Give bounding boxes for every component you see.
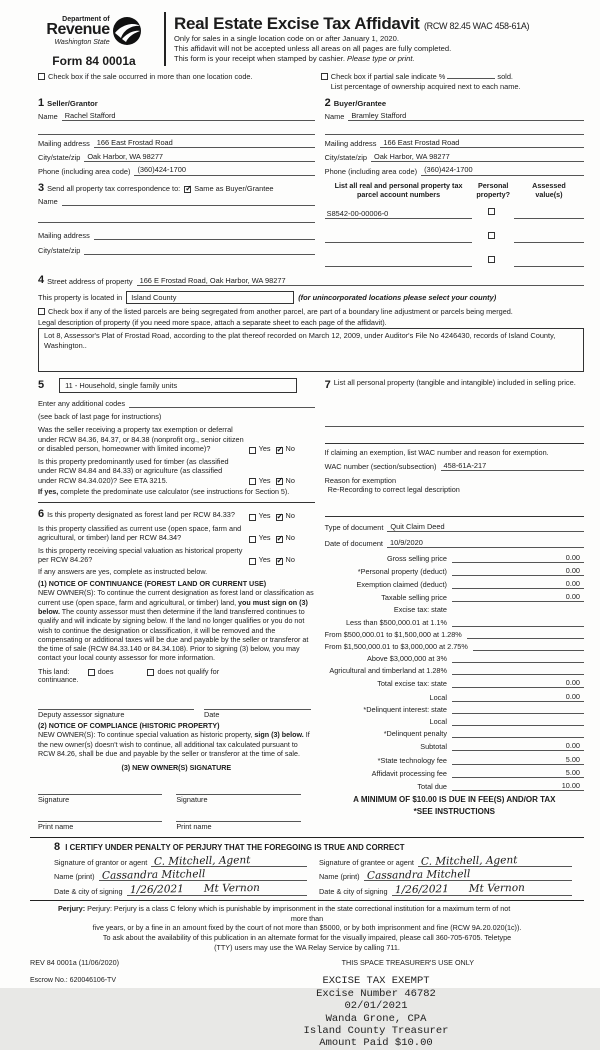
stamp-line: Island County Treasurer [303, 1024, 449, 1037]
buyer-name-label: Name [324, 112, 345, 122]
form-subtitle-3a: This form is your receipt when stamped by cashier. [174, 54, 348, 64]
form-title-rcw: (RCW 82.45 WAC 458-61A) [423, 21, 530, 31]
doc-date-label: Date of document [324, 539, 383, 549]
seller-mailing-field[interactable] [94, 139, 315, 148]
parcel-row [325, 225, 584, 243]
street-value: 166 E Frostad Road, Oak Harbor, WA 98277 [139, 276, 286, 286]
dor-logo-block [30, 10, 158, 68]
section4 [38, 274, 584, 372]
partial-sale-label [331, 72, 513, 81]
grantee-date-city-label: Date & city of signing [319, 886, 388, 896]
wac-label: WAC number (section/subsection) [324, 462, 437, 472]
county-select[interactable] [126, 291, 294, 304]
corr-mailing-field[interactable] [94, 231, 315, 240]
deputy-date-label: Date [203, 710, 220, 720]
form-subtitle-1: Only for sales in a single location code on or after January 1, 2020. [174, 34, 399, 43]
tax-row-label: Local [429, 717, 447, 726]
parcel-number-field-3[interactable] [325, 257, 473, 267]
dor-revenue: Revenue [46, 21, 110, 39]
section6-number: 6 [38, 507, 45, 520]
tax-row-value-field[interactable]: 0.00 [452, 579, 584, 589]
tax-row-label: Less than $500,000.01 at 1.1% [345, 617, 447, 627]
seller-name-label: Name [38, 112, 58, 122]
land-use-code-select[interactable] [59, 378, 297, 393]
tax-row-label: *State technology fee [377, 755, 447, 765]
grantor-date-city-value: 1/26/2021 Mt Vernon [129, 882, 260, 897]
buyer-phone-value: (360)424-1700 [424, 165, 473, 175]
parcel-row [325, 249, 584, 267]
tax-row-label: From $1,500,000.01 to $3,000,000 at 2.75% [324, 641, 468, 651]
assessed-value-field-1[interactable] [514, 209, 584, 219]
parcel-number-value: S8542-00-00006-0 [326, 209, 389, 219]
q-timber-no-checkbox[interactable] [276, 478, 283, 485]
this-land-label: This land: [38, 666, 70, 676]
q-current-use-yes-checkbox[interactable] [249, 536, 256, 543]
form-subtitle-3b: Please type or print. [347, 54, 415, 64]
multi-location-label: Check box if the sale occurred in more than one location code. [48, 72, 253, 81]
yes-label: Yes [258, 444, 271, 454]
buyer-city-label: City/state/zip [324, 152, 367, 162]
tax-row-label: Agricultural and timberland at 1.28% [329, 666, 447, 676]
land-does-label: does [97, 666, 114, 676]
tax-row-label: Local [429, 692, 447, 702]
segregated-label: Check box if any of the listed parcels are being segregated from another parcel, are part of a boundary line adjustment or parcels being merged. [48, 306, 513, 316]
grantor-signature-value: C. Mitchell, Agent [154, 853, 251, 868]
tax-row-value-field[interactable]: 10.00 [452, 781, 584, 791]
new-owner-signature-field-1[interactable] [38, 784, 162, 795]
q-historical-yes-checkbox[interactable] [249, 558, 256, 565]
yes-label: Yes [258, 533, 271, 543]
personal-property-list-field[interactable] [325, 418, 584, 427]
buyer-name-field[interactable] [348, 112, 584, 121]
q-timber-yes-checkbox[interactable] [249, 478, 256, 485]
grantee-name-print-label: Name (print) [319, 872, 360, 882]
wac-field[interactable] [441, 462, 584, 471]
stamp-line: Excise Number 46782 [316, 987, 436, 1000]
parcel-col2-header: Personal property? [476, 181, 510, 199]
section4-number: 4 [38, 274, 45, 287]
tax-row-value-field[interactable] [467, 630, 584, 639]
grantee-name-print-value: Cassandra Mitchell [366, 868, 470, 882]
dor-dept-of: Department of [62, 16, 110, 24]
seller-city-value: Oak Harbor, WA 98277 [87, 151, 164, 161]
q-current-use-text: Is this property classified as current use (open space, farm and agricultural, or timber) land per RCW 84.34? [38, 523, 242, 543]
tax-row-value-field[interactable]: 0.00 [452, 692, 584, 702]
seller-name-value: Rachel Stafford [64, 111, 116, 120]
escrow-number: Escrow No.: 620046106-TV [30, 977, 116, 985]
tax-row-label: Total due [417, 781, 447, 791]
additional-codes-label: Enter any additional codes [38, 398, 126, 408]
tax-row-value-field[interactable]: 0.00 [452, 592, 584, 602]
corr-name-label: Name [38, 197, 58, 207]
land-does-not-label: does not qualify for [157, 666, 220, 676]
additional-codes-note: (see back of last page for instructions) [38, 412, 162, 422]
reason-value: Re-Recording to correct legal description [327, 484, 460, 494]
no-label: No [285, 555, 295, 565]
partial-sale-pre: Check box if partial sale indicate % [330, 72, 446, 81]
rev-number: REV 84 0001a (11/06/2020) [30, 958, 119, 968]
tax-row-value-field[interactable]: 0.00 [452, 741, 584, 751]
assessed-value-field-3[interactable] [514, 257, 584, 267]
section7-number: 7 [324, 378, 331, 391]
treasurer-use-label: THIS SPACE TREASURER'S USE ONLY [341, 958, 474, 968]
corr-mailing-label: Mailing address [38, 231, 90, 241]
grantee-signature-field[interactable] [418, 853, 572, 868]
section3-label: Send all property tax correspondence to: [47, 183, 181, 193]
tax-row-value-field[interactable]: 5.00 [452, 768, 584, 778]
assessed-value-field-2[interactable] [514, 233, 584, 243]
perjury-notice: Perjury: Perjury: Perjury is a class C felony which is punishable by imprisonment in the state correctional institution for a maximum term of not more than five years, or by a fine in an amount fixed by the court of not more than $5000, or by both imprisonment and fine (RCW 9A.20.020(1c)). To ask about the availability of this publication in an alternate format for the visually impaired, please call 360-705-6705. Teletype (TTY) users may use the WA Relay Service by calling 711. [58, 903, 522, 952]
seller-section [38, 97, 325, 180]
q-exemption-text: Was the seller receiving a property tax exemption or deferral under RCW 84.36, 84.37, or 84.38 (nonprofit org., senior citizen or disabled person, homeowner with limited income)? [38, 425, 244, 454]
section5-number: 5 [38, 379, 45, 392]
parcel-number-field[interactable] [325, 209, 473, 219]
legal-description-field[interactable] [38, 328, 584, 372]
section2-number: 2 [324, 97, 331, 109]
tax-row-value-field[interactable] [452, 666, 584, 675]
buyer-name2-field[interactable] [325, 126, 584, 135]
buyer-phone-field[interactable] [421, 166, 584, 175]
yes-label: Yes [258, 475, 271, 485]
corr-city-field[interactable] [84, 246, 314, 255]
q-forest-text: 6 Is this property designated as forest land per RCW 84.33? [38, 507, 235, 520]
q-exemption-no-checkbox[interactable] [276, 447, 283, 454]
partial-sale-note: List percentage of ownership acquired next to each name. [330, 82, 521, 91]
seller-name-field[interactable] [62, 112, 315, 121]
if-any-yes-note: If any answers are yes, complete as instructed below. [38, 567, 208, 576]
buyer-phone-label: Phone (including area code) [324, 166, 418, 176]
doc-type-label: Type of document [324, 522, 384, 532]
tax-row-label: From $500,000.01 to $1,500,000 at 1.28% [324, 629, 462, 639]
same-as-buyer-label: Same as Buyer/Grantee [194, 183, 274, 193]
yes-label: Yes [258, 555, 271, 565]
personal-property-checkbox-1[interactable] [488, 208, 495, 215]
if-yes-note: If yes, complete the predominate use calculator (see instructions for Section 5). [38, 488, 290, 497]
signature-label: Signature [38, 794, 70, 804]
buyer-city-field[interactable] [371, 153, 584, 162]
seller-phone-label: Phone (including area code) [38, 166, 131, 176]
buyer-mailing-label: Mailing address [324, 139, 377, 149]
section7-label: List all personal property (tangible and intangible) included in selling price. [333, 377, 576, 387]
section3 [38, 182, 325, 273]
new-owner-signature-field-2[interactable] [176, 784, 300, 795]
tax-row-value-field[interactable] [452, 717, 584, 726]
same-as-buyer-checkbox[interactable] [184, 186, 191, 193]
stamp-line: Wanda Grone, CPA [325, 1012, 427, 1025]
section3-number: 3 [38, 182, 45, 195]
buyer-mailing-value: 166 East Frostad Road [383, 138, 460, 148]
tax-row-label: *Delinquent interest: state [363, 704, 447, 714]
reason-label: Reason for exemption [324, 475, 397, 485]
q-forest-no-checkbox[interactable] [276, 514, 283, 521]
grantor-signature-label: Signature of grantor or agent [54, 857, 148, 867]
seller-city-label: City/state/zip [38, 152, 81, 162]
seller-name2-field[interactable] [38, 126, 315, 135]
buyer-mailing-field[interactable] [380, 139, 584, 148]
tax-row-label: Exemption claimed (deduct) [356, 579, 447, 589]
tax-row-label: Subtotal [420, 742, 447, 752]
minimum-due-note: A MINIMUM OF $10.00 IS DUE IN FEE(S) AND/OR TAX *SEE INSTRUCTIONS [353, 795, 556, 817]
deputy-assessor-signature-field[interactable] [38, 699, 194, 710]
additional-codes-field[interactable] [129, 399, 315, 408]
corr-name2-field[interactable] [38, 214, 315, 223]
form-subtitle-2: This affidavit will not be accepted unless all areas on all pages are fully completed. [174, 44, 452, 54]
county-value: Island County [131, 292, 177, 302]
notice2-body: NEW OWNER(S): To continue special valuation as historic property, sign (3) below. If the new owner(s) doesn't wish to continue, all additional tax calculated pursuant to RCW 84.26, shall be due and payable by the seller or transferor at the time of sale. [38, 731, 310, 758]
grantor-date-city-field[interactable] [127, 882, 307, 897]
notice1-body: NEW OWNER(S): To continue the current designation as forest land or classification as current use (open space, farm and agricultural, or timber) land, you must sign on (3) below. The county assessor must then determine if the land transferred continues to qualify and will indicate by signing below. If the land no longer qualifies or you do not wish to continue the designation or classification, it will be removed and the compensating or additional taxes will be due and payable by the seller or transferor at the time of sale (RCW 84.33.140 or 84.34.108). Prior to signing (3) below, you may contact your local county assessor for more information. [38, 589, 314, 663]
grantor-name-print-label: Name (print) [54, 872, 95, 882]
parcel-row [325, 201, 584, 219]
tax-row-value-field[interactable] [452, 729, 584, 738]
tax-row-label: *Delinquent penalty [383, 729, 447, 739]
no-label: No [285, 475, 295, 485]
q-historical-no-checkbox[interactable] [276, 558, 283, 565]
header-divider [164, 12, 166, 66]
q-forest-yes-checkbox[interactable] [249, 514, 256, 521]
stamp-line: EXCISE TAX EXEMPT [322, 975, 430, 988]
notice3-title: (3) NEW OWNER(S) SIGNATURE [121, 764, 232, 773]
notice2-title: (2) NOTICE OF COMPLIANCE (HISTORIC PROPERTY) [38, 722, 220, 731]
signature-label: Signature [176, 794, 208, 804]
tax-row-value-field[interactable] [452, 654, 584, 663]
located-note: (for unincorporated locations please select your county) [298, 292, 497, 302]
grantor-signature-field[interactable] [151, 853, 307, 868]
corr-city-label: City/state/zip [38, 246, 81, 256]
section1-number: 1 [38, 97, 45, 109]
tax-row-value-field[interactable]: 0.00 [452, 553, 584, 563]
partial-sale-percent-field[interactable] [447, 78, 495, 79]
grantee-name-print-field[interactable] [364, 868, 572, 882]
no-label: No [285, 533, 295, 543]
tax-row-label: Excise tax: state [393, 605, 447, 615]
tax-row-value-field[interactable] [452, 618, 584, 627]
q-timber-text: Is this property predominantly used for timber (as classified under RCW 84.84 and 84.33) or agriculture (as classified under RCW 84.34.020)? See ETA 3215. [38, 456, 229, 485]
section2-title: Buyer/Grantee [333, 99, 387, 108]
tax-row-label: Total excise tax: state [377, 679, 447, 689]
tax-row-label: Gross selling price [386, 553, 447, 563]
segregated-checkbox[interactable] [38, 308, 45, 315]
tax-row-value-field[interactable]: 0.00 [452, 678, 584, 688]
tax-row-label: *Personal property (deduct) [357, 566, 447, 576]
stamp-line: Amount Paid $10.00 [319, 1037, 433, 1050]
doc-type-value: Quit Claim Deed [390, 521, 445, 531]
doc-type-field[interactable] [387, 523, 584, 532]
q-exemption-yes-checkbox[interactable] [249, 447, 256, 454]
grantee-signature-label: Signature of grantee or agent [319, 857, 414, 867]
section8 [54, 841, 584, 896]
wac-value: 458-61A-217 [443, 461, 487, 471]
treasurer-stamp [246, 975, 506, 1049]
multi-location-checkbox[interactable] [38, 73, 45, 80]
deputy-assessor-signature-label: Deputy assessor signature [38, 710, 125, 720]
q-historical-text: Is this property receiving special valuation as historical property per RCW 84.26? [38, 545, 243, 565]
tax-row-value-field[interactable] [473, 642, 584, 651]
yes-label: Yes [258, 511, 271, 521]
street-label: Street address of property [47, 277, 133, 287]
no-label: No [285, 444, 295, 454]
form-subtitle-3 [174, 54, 529, 64]
tax-table [325, 553, 584, 791]
form-header [30, 10, 584, 68]
seller-mailing-value: 166 East Frostad Road [96, 138, 173, 148]
tax-row-label: Taxable selling price [381, 593, 447, 603]
continuance-label: continuance. [38, 675, 79, 684]
stamp-line: 02/01/2021 [344, 1000, 408, 1013]
grantee-date-city-field[interactable] [392, 882, 572, 897]
tax-row-value-field[interactable]: 0.00 [452, 566, 584, 576]
form-title-text: Real Estate Excise Tax Affidavit [174, 14, 420, 33]
seller-phone-field[interactable] [134, 166, 314, 175]
parcel-col3-header: Assessed value(s) [532, 181, 566, 199]
print-name-label: Print name [38, 821, 74, 831]
personal-property-checkbox-2[interactable] [488, 232, 495, 239]
parcel-col1-header: List all real and personal property tax parcel account numbers [334, 181, 463, 199]
new-owner-printname-field-1[interactable] [38, 811, 162, 822]
tax-row-label: Affidavit processing fee [371, 768, 447, 778]
seller-phone-value: (360)424-1700 [137, 165, 186, 175]
corr-name-field[interactable] [62, 197, 315, 206]
personal-property-checkbox-3[interactable] [488, 256, 495, 263]
tax-row-label: Above $3,000,000 at 3% [367, 654, 447, 664]
parcel-table [325, 182, 584, 273]
land-does-not-checkbox[interactable] [147, 669, 154, 676]
grantor-date-city-label: Date & city of signing [54, 886, 123, 896]
print-name-label: Print name [176, 821, 212, 831]
grantee-signature-value: C. Mitchell, Agent [420, 853, 518, 868]
doc-date-value: 10/9/2020 [389, 537, 423, 547]
seller-city-field[interactable] [84, 153, 314, 162]
deputy-date-field[interactable] [204, 699, 311, 710]
no-label: No [285, 511, 295, 521]
section1-title: Seller/Grantor [47, 99, 98, 108]
new-owner-printname-field-2[interactable] [176, 811, 300, 822]
tax-row-spacer [452, 605, 584, 614]
tax-row-value-field[interactable] [452, 705, 584, 714]
section8-number: 8 [54, 840, 61, 853]
dor-state: Washington State [54, 38, 110, 46]
grantor-name-print-value: Cassandra Mitchell [101, 868, 205, 882]
street-field[interactable] [137, 277, 584, 286]
form-number: Form 84 0001a [52, 54, 136, 68]
buyer-city-value: Oak Harbor, WA 98277 [373, 151, 450, 161]
seller-mailing-label: Mailing address [38, 139, 90, 149]
q-current-use-no-checkbox[interactable] [276, 536, 283, 543]
buyer-name-value: Bramley Stafford [351, 111, 407, 120]
exemption-note: If claiming an exemption, list WAC number and reason for exemption. [324, 448, 549, 458]
tax-row-value-field[interactable]: 5.00 [452, 755, 584, 765]
notice1-title: (1) NOTICE OF CONTINUANCE (FOREST LAND OR CURRENT USE) [38, 580, 267, 589]
certify-statement: I CERTIFY UNDER PENALTY OF PERJURY THAT THE FOREGOING IS TRUE AND CORRECT [65, 842, 405, 852]
buyer-section [325, 97, 584, 180]
land-does-checkbox[interactable] [88, 669, 95, 676]
partial-sale-checkbox[interactable] [321, 73, 328, 80]
partial-sale-post: sold. [497, 72, 513, 81]
located-label: This property is located in [38, 292, 123, 302]
legal-description-label: Legal description of property (if you need more space, attach a separate sheet to each page of the affidavit). [38, 317, 387, 327]
form-title [174, 14, 529, 34]
revenue-swoosh-icon [112, 16, 142, 46]
parcel-number-field-2[interactable] [325, 233, 473, 243]
doc-date-field[interactable] [387, 539, 584, 548]
land-use-code-value: 11 - Household, single family units [65, 380, 178, 390]
grantee-date-city-value: 1/26/2021 Mt Vernon [394, 882, 525, 897]
legal-description-value: Lot 8, Assessor's Plat of Frostad Road, according to the plat thereof recorded on March 12, 2009, under Auditor's File No 4246430, records of Island County, Washington.. [44, 330, 556, 350]
grantor-name-print-field[interactable] [99, 868, 307, 882]
